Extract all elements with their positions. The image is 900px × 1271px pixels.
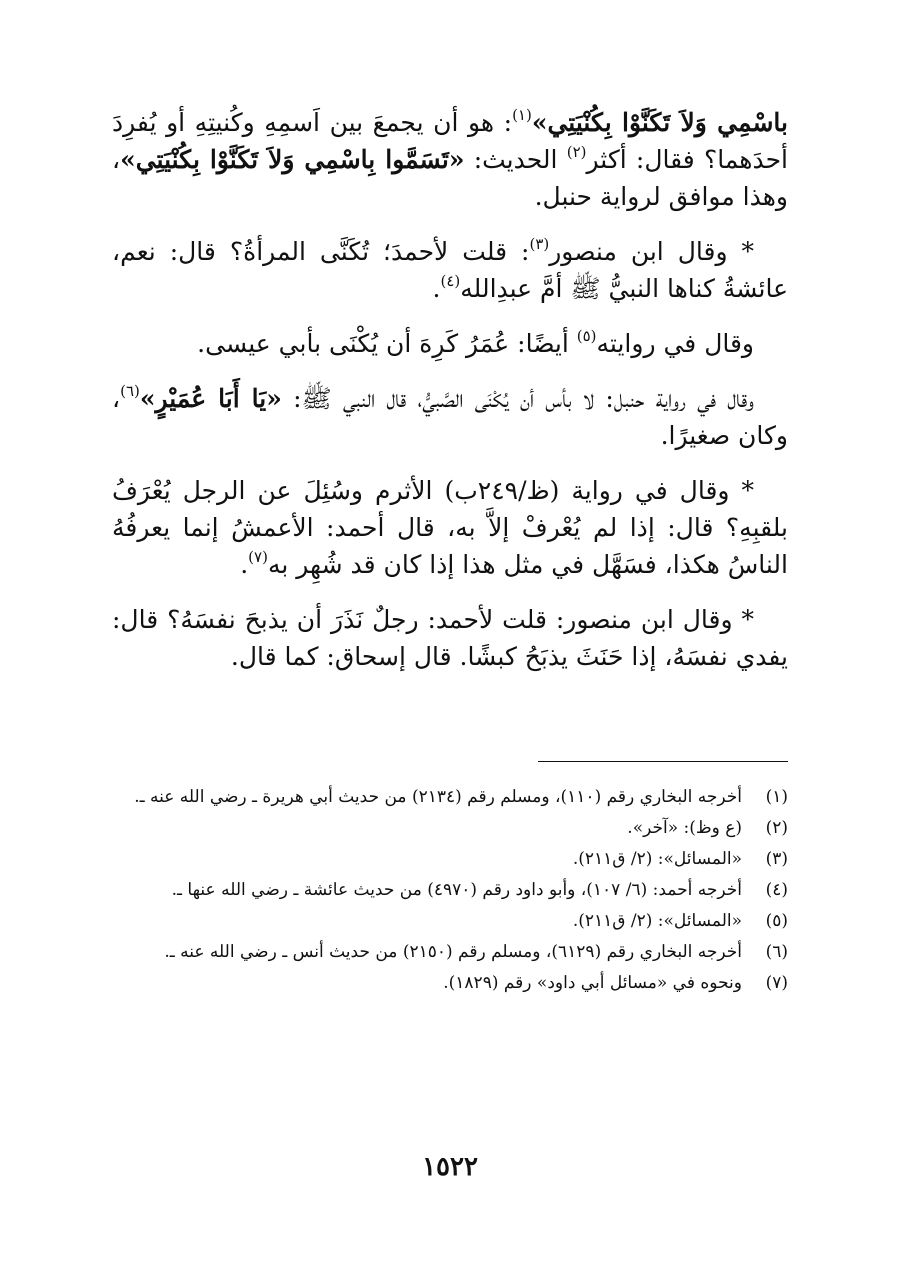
footnote-item (112, 875, 788, 906)
text-run: الحديث: (464, 145, 567, 174)
footnote-ref: (٦) (120, 382, 140, 400)
footnote-item (112, 782, 788, 813)
footnote-ref: (١) (512, 106, 532, 124)
text-run: . (240, 550, 249, 579)
paragraph-6 (112, 601, 788, 675)
footnote-ref: (٣) (529, 235, 550, 253)
text-run: «تَسَمَّوا بِاسْمِي وَلاَ تَكَنَّوْا بِكُنْيَتِي» (120, 145, 465, 174)
paragraph-3 (112, 325, 788, 362)
text-run: . (432, 274, 441, 303)
text-run: وقال في روايته (596, 329, 754, 358)
text-run: : قلت لأحمدَ؛ تُكَنَّى المرأةُ؟ قال: نعم، عائشةُ كناها النبيُّ ﷺ أمَّ عبدِالله (112, 237, 788, 303)
footnote-item (112, 937, 788, 968)
text-run: ، وهذا موافق لرواية حنبل. (112, 145, 788, 211)
text-run: وقال في رواية حنبل: لا بأس أن يُكْنَى الصَّبيُّ، قال النبي ﷺ: (281, 384, 754, 413)
text-run: * وقال ابن منصور (549, 237, 755, 266)
footnote-item (112, 813, 788, 844)
footnote-item (112, 968, 788, 999)
footnote-number: (٧) (765, 973, 788, 993)
paragraph-4 (112, 380, 788, 454)
text-run: * وقال ابن منصور: قلت لأحمد: رجلٌ نَذَرَ أن يذبحَ نفسَهُ؟ قال: يفدي نفسَهُ، إذا حَنَثَ يذبَحُ كبشًا. قال إسحاق: كما قال. (112, 605, 788, 671)
footnote-item (112, 906, 788, 937)
footnote-number: (١) (765, 787, 788, 807)
footnote-text: ونحوه في «مسائل أبي داود» رقم (١٨٢٩). (443, 973, 742, 993)
footnote-ref: (٧) (248, 548, 268, 566)
footnote-number: (٣) (765, 849, 788, 869)
footnote-text: أخرجه البخاري رقم (١١٠)، ومسلم رقم (٢١٣٤) من حديث أبي هريرة ـ رضي الله عنه ـ. (134, 787, 742, 807)
paragraph-2 (112, 233, 788, 307)
footnote-item (112, 844, 788, 875)
footnote-ref: (٤) (440, 272, 461, 290)
text-run: أيضًا: عُمَرُ كَرِهَ أن يُكْنَى بأبي عيسى. (197, 329, 577, 358)
footnote-number: (٢) (765, 818, 788, 838)
footnote-ref: (٥) (576, 327, 597, 345)
footnote-text: أخرجه البخاري رقم (٦١٢٩)، ومسلم رقم (٢١٥٠) من حديث أنس ـ رضي الله عنه ـ. (164, 942, 742, 962)
text-run: ، وكان صغيرًا. (112, 384, 788, 450)
text-run: : هو أن يجمعَ بين اَسمِهِ وكُنيتِهِ أو يُفرِدَ أحدَهما؟ فقال: أكثر (112, 108, 788, 174)
footnote-separator (538, 761, 788, 762)
page-number: ١٥٢٢ (422, 1152, 478, 1182)
paragraph-1 (112, 104, 788, 215)
text-run: * وقال في رواية (ظ/٢٤٩ب) الأثرم وسُئِلَ عن الرجل يُعْرَفُ بلقبِهِ؟ قال: إذا لم يُعْرفْ إلاَّ به، قال أحمد: الأعمشُ إنما يعرفُهُ الناسُ هكذا، فسَهَّل في مثل هذا إذا كان قد شُهِر به (112, 476, 788, 579)
footnote-text: «المسائل»: (٢/ ق٢١١). (572, 911, 742, 931)
footnotes-list (112, 782, 788, 999)
footnote-number: (٦) (765, 942, 788, 962)
footnote-text: «المسائل»: (٢/ ق٢١١). (572, 849, 742, 869)
main-text (112, 104, 788, 693)
footnote-text: أخرجه أحمد: (٦/ ١٠٧)، وأبو داود رقم (٤٩٧٠) من حديث عائشة ـ رضي الله عنها ـ. (171, 880, 742, 900)
text-run: «يَا أَبَا عُمَيْرٍ» (139, 384, 282, 413)
text-run: باسْمِي وَلاَ تَكَنَّوْا بِكُنْيَتِي» (531, 108, 788, 137)
footnote-ref: (٢) (566, 143, 587, 161)
footnote-number: (٤) (765, 880, 788, 900)
footnote-text: (ع وظ): «آخر». (627, 818, 742, 838)
paragraph-5 (112, 472, 788, 583)
footnote-number: (٥) (765, 911, 788, 931)
